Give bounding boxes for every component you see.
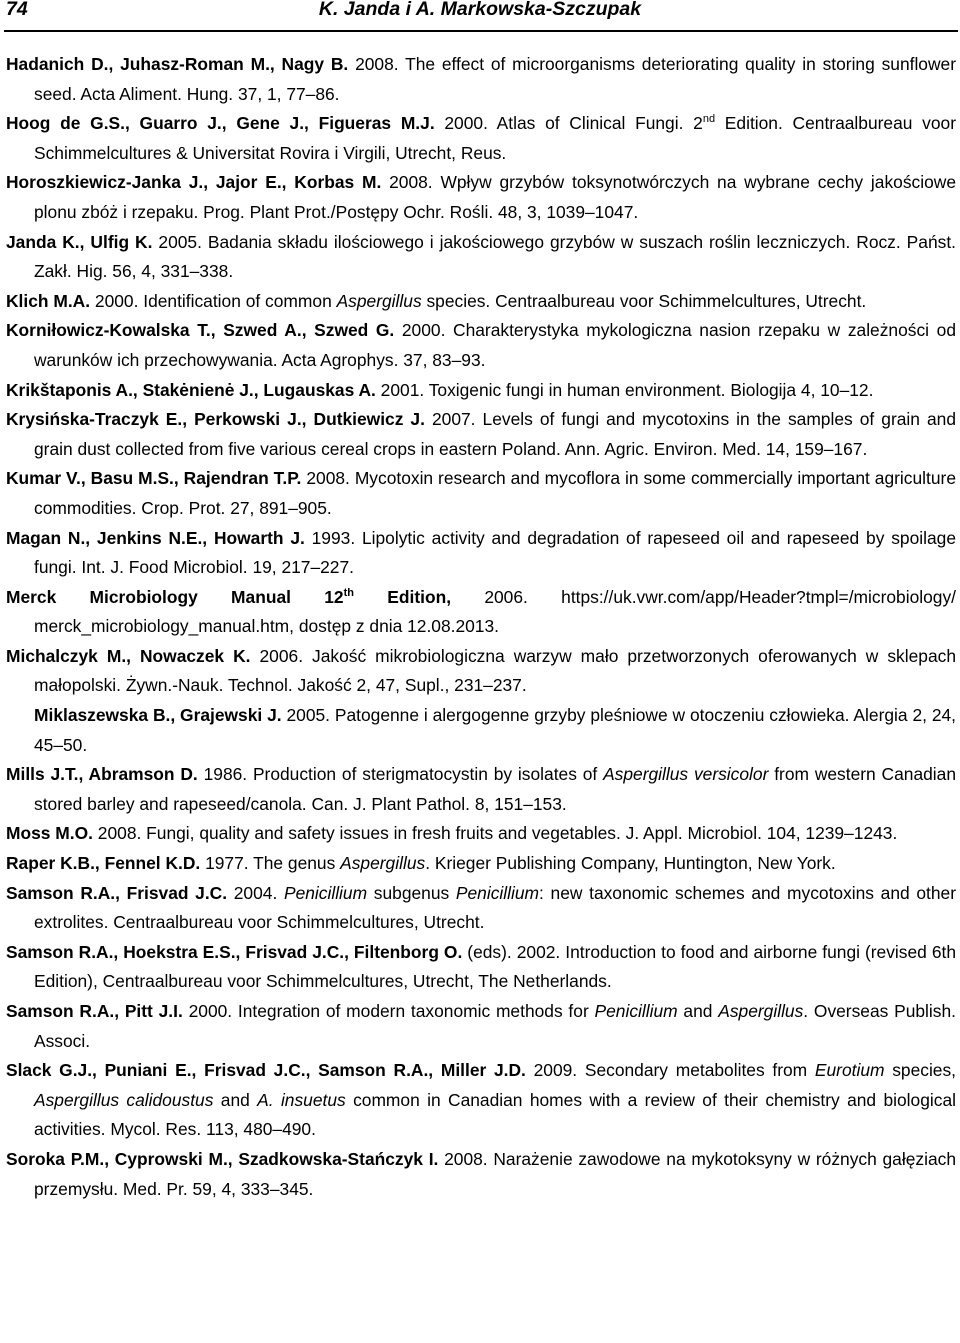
reference-text: 2008. Fungi, quality and safety issues in fresh fruits and vegetables. J. Appl. Microbiol. 104, 1239–1243.: [92, 823, 898, 844]
reference-italic-text: Penicillium: [283, 882, 368, 903]
reference-entry: [6, 1145, 956, 1204]
page-number: 74: [6, 0, 28, 20]
reference-text: 2008. Wpływ grzybów toksynotwórczych na wybrane cechy jakościowe plonu zbóż i rzepaku. Prog. Plant Prot./Postępy Ochr. Rośli. 48, 3, 1039–1047.: [34, 172, 956, 222]
reference-entry: [6, 168, 956, 227]
reference-authors: Samson R.A., Pitt J.I.: [6, 1001, 183, 1021]
reference-entry: [6, 760, 956, 819]
reference-authors: Korniłowicz-Kowalska T., Szwed A., Szwed G.: [6, 320, 395, 341]
reference-entry: [6, 938, 956, 997]
reference-text: 1977. The genus: [200, 853, 341, 874]
reference-text: 2007. Levels of fungi and mycotoxins in the samples of grain and grain dust collected from five various cereal crops in eastern Poland. Ann. Agric. Environ. Med. 14, 159–167.: [34, 409, 956, 459]
reference-authors: Hoog de G.S., Guarro J., Gene J., Figueras M.J.: [6, 113, 435, 134]
reference-text: 2001. Toxigenic fungi in human environment. Biologija 4, 10–12.: [375, 379, 874, 400]
reference-italic-text: Aspergillus calidoustus: [34, 1089, 214, 1110]
reference-authors: Soroka P.M., Cyprowski M., Szadkowska-Stańczyk I.: [6, 1148, 439, 1169]
reference-authors: Krikštaponis A., Stakėnienė J., Lugauskas A.: [6, 379, 376, 400]
reference-text: 2000. Integration of modern taxonomic methods for: [182, 1001, 595, 1021]
reference-authors: Samson R.A., Frisvad J.C.: [6, 882, 228, 903]
reference-authors: Krysińska-Traczyk E., Perkowski J., Dutkiewicz J.: [6, 409, 425, 430]
reference-italic-text: Aspergillus: [336, 290, 422, 311]
reference-authors: Magan N., Jenkins N.E., Howarth J.: [6, 527, 305, 548]
reference-authors: Kumar V., Basu M.S., Rajendran T.P.: [6, 468, 302, 489]
reference-entry: [6, 819, 956, 849]
reference-text: and: [213, 1089, 258, 1110]
reference-text: subgenus: [367, 882, 456, 903]
reference-text: 2005. Patogenne i alergogenne grzyby pleśniowe w otoczeniu człowieka. Alergia 2, 24, 45–50.: [34, 705, 956, 755]
reference-entry: [6, 376, 956, 406]
reference-italic-text: Penicillium: [594, 1001, 678, 1021]
reference-authors: Janda K., Ulfig K.: [6, 231, 153, 252]
reference-entry: [6, 583, 956, 642]
reference-authors-tail: Edition,: [354, 586, 452, 607]
reference-text: : new taxonomic schemes and mycotoxins and other extrolites. Centraalbureau voor Schimmelcultures, Utrecht.: [34, 882, 957, 933]
reference-authors: Moss M.O.: [6, 823, 93, 844]
reference-superscript: nd: [702, 113, 716, 126]
reference-entry: [6, 287, 956, 317]
reference-text: (eds). 2002. Introduction to food and airborne fungi (revised 6th Edition), Centraalbureau voor Schimmelcultures, Utrecht, The Netherlands.: [34, 941, 956, 992]
reference-text: . Overseas Publish. Associ.: [34, 1001, 956, 1051]
reference-text: common in Canadian homes with a review of their chemistry and biological activities. Mycol. Res. 113, 480–490.: [34, 1089, 956, 1140]
reference-authors: Mills J.T., Abramson D.: [6, 764, 198, 785]
reference-entry: [6, 701, 956, 760]
reference-entry: [6, 50, 956, 109]
reference-text: 2009. Secondary metabolites from: [525, 1060, 815, 1081]
reference-entry: [6, 109, 956, 168]
reference-entry: [6, 642, 956, 701]
reference-entry: [6, 464, 956, 523]
reference-text: 2006. Jakość mikrobiologiczna warzyw mało przetworzonych oferowanych w sklepach małopolski. Żywn.-Nauk. Technol. Jakość 2, 47, Supl., 231–237.: [34, 645, 956, 696]
reference-authors: Horoszkiewicz-Janka J., Jajor E., Korbas M.: [6, 172, 382, 193]
header-rule: [4, 30, 958, 32]
reference-text: species,: [884, 1060, 957, 1081]
reference-authors: Klich M.A.: [6, 290, 91, 311]
reference-text: 2000. Identification of common: [90, 290, 337, 311]
reference-italic-text: Aspergillus versicolor: [603, 764, 769, 785]
reference-entry: [6, 879, 956, 938]
reference-authors: Hadanich D., Juhasz-Roman M., Nagy B.: [6, 54, 349, 74]
page-header: [0, 0, 960, 26]
reference-entry: [6, 405, 956, 464]
reference-italic-text: Penicillium: [455, 882, 540, 903]
reference-text: 1993. Lipolytic activity and degradation of rapeseed oil and rapeseed by spoilage fungi. Int. J. Food Microbiol. 19, 217–227.: [34, 527, 956, 578]
reference-italic-text: Aspergillus: [718, 1001, 804, 1021]
reference-text: 2004.: [227, 882, 284, 903]
reference-text: 2005. Badania składu ilościowego i jakościowego grzybów w suszach roślin leczniczych. Rocz. Państ. Zakł. Hig. 56, 4, 331–338.: [34, 231, 956, 282]
reference-list: [6, 50, 956, 1204]
reference-text: species. Centraalbureau voor Schimmelcultures, Utrecht.: [421, 290, 867, 311]
reference-text: 2008. Narażenie zawodowe na mykotoksyny w różnych gałęziach przemysłu. Med. Pr. 59, 4, 333–345.: [34, 1148, 956, 1199]
reference-text: from western Canadian stored barley and rapeseed/canola. Can. J. Plant Pathol. 8, 151–153.: [34, 764, 956, 814]
reference-authors-superscript: th: [343, 586, 354, 599]
running-title: K. Janda i A. Markowska-Szczupak: [318, 0, 642, 20]
reference-entry: [6, 316, 956, 375]
reference-italic-text: Aspergillus: [340, 853, 426, 874]
reference-authors: Michalczyk M., Nowaczek K.: [6, 645, 251, 666]
reference-entry: [6, 849, 956, 879]
reference-italic-text: A. insuetus: [257, 1089, 346, 1110]
reference-text: . Krieger Publishing Company, Huntington, New York.: [425, 853, 836, 874]
reference-text: 1986. Production of sterigmatocystin by isolates of: [197, 764, 604, 785]
reference-text: 2006. https://uk.vwr.com/app/Header?tmpl=/microbiology/ merck_microbiology_manual.htm, dostęp z dnia 12.08.2013.: [34, 586, 956, 637]
reference-authors: Merck Microbiology Manual 12: [6, 586, 344, 607]
reference-authors: Slack G.J., Puniani E., Frisvad J.C., Samson R.A., Miller J.D.: [6, 1060, 526, 1081]
reference-entry: [6, 228, 956, 287]
reference-text: Edition. Centraalbureau voor Schimmelcultures & Universitat Rovira i Virgili, Utrecht, Reus.: [34, 113, 956, 163]
reference-authors: Raper K.B., Fennel K.D.: [6, 853, 201, 874]
reference-entry: [6, 1056, 956, 1145]
reference-text: 2000. Charakterystyka mykologiczna nasion rzepaku w zależności od warunków ich przechowywania. Acta Agrophys. 37, 83–93.: [34, 320, 956, 370]
reference-text: 2000. Atlas of Clinical Fungi. 2: [434, 113, 703, 134]
reference-text: 2008. Mycotoxin research and mycoflora in some commercially important agriculture commodities. Crop. Prot. 27, 891–905.: [34, 468, 956, 518]
reference-italic-text: Eurotium: [814, 1060, 885, 1081]
reference-text: 2008. The effect of microorganisms deteriorating quality in storing sunflower seed. Acta Aliment. Hung. 37, 1, 77–86.: [34, 54, 956, 104]
reference-entry: [6, 524, 956, 583]
reference-text: and: [677, 1001, 719, 1021]
reference-authors: Miklaszewska B., Grajewski J.: [34, 705, 282, 726]
reference-entry: [6, 997, 956, 1056]
reference-authors: Samson R.A., Hoekstra E.S., Frisvad J.C., Filtenborg O.: [6, 941, 463, 962]
